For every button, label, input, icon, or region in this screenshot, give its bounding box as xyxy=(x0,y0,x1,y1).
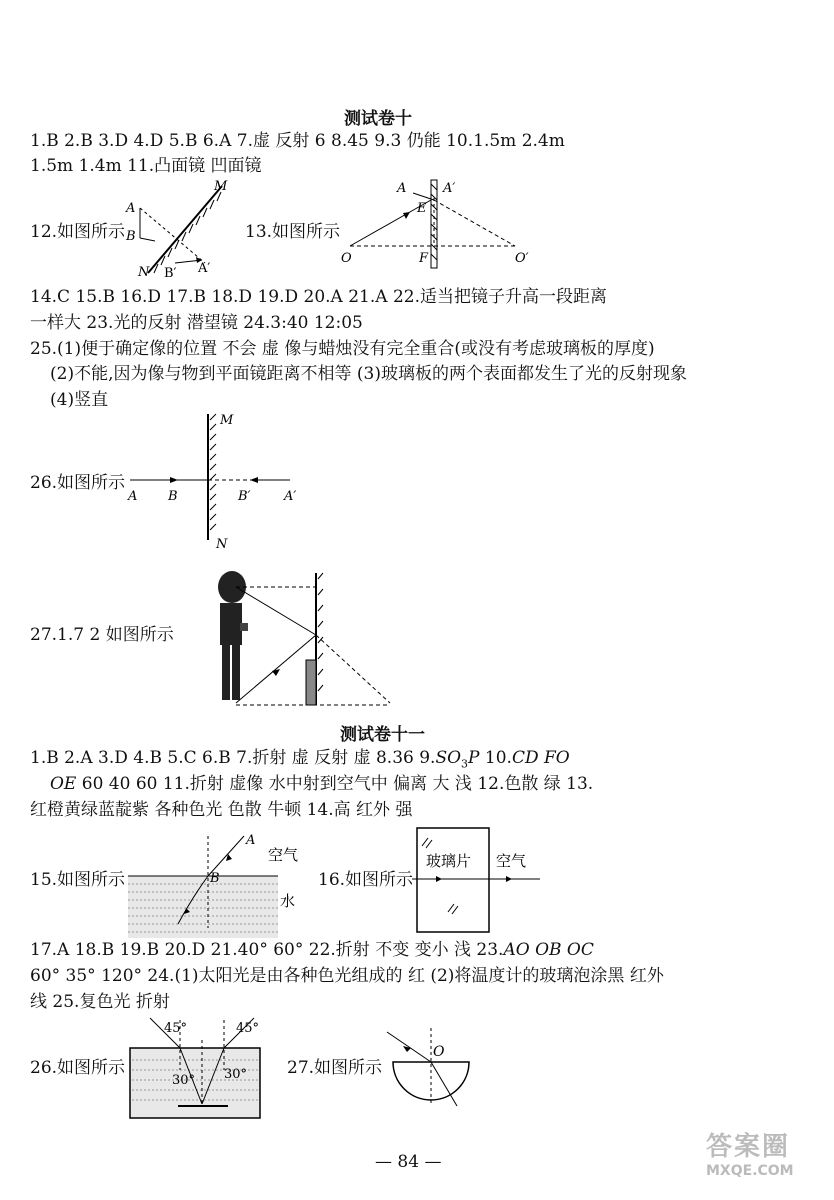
s11-line4b: AO OB OC xyxy=(503,940,594,960)
page-number: — 84 — xyxy=(375,1152,442,1172)
s10-line4: 一样大 23.光的反射 潜望镜 24.3:40 12:05 xyxy=(30,313,363,333)
figure-26b xyxy=(128,1010,278,1125)
f26b-angle-3: 30° xyxy=(172,1073,196,1088)
s11-line1d: 10. xyxy=(479,748,512,768)
f12-label-M: M xyxy=(214,179,228,194)
s11-line3: 红橙黄绿蓝靛紫 各种色光 色散 牛顿 14.高 红外 强 xyxy=(30,800,413,820)
s11-line4a: 17.A 18.B 19.B 20.D 21.40° 60° 22.折射 不变 变小 浅 23. xyxy=(30,940,504,960)
f26b-angle-1: 45° xyxy=(164,1021,188,1036)
figure-27b xyxy=(385,1026,495,1111)
figure-26 xyxy=(120,410,320,550)
f12-label-A2: A′ xyxy=(198,261,211,276)
f15-label-water: 水 xyxy=(280,892,296,910)
s11-q26: 26.如图所示 xyxy=(30,1058,126,1078)
s11-line1a: 1.B 2.A 3.D 4.B 5.C 6.B 7.折射 虚 反射 虚 8.36 9. xyxy=(30,748,436,768)
f13-label-A2: A′ xyxy=(443,181,456,196)
s11-line1e: CD FO xyxy=(511,748,570,768)
f16-label-glass: 玻璃片 xyxy=(426,852,472,870)
s10-line5: 25.(1)便于确定像的位置 不会 虚 像与蜡烛没有完全重合(或没有考虑玻璃板的厚度) xyxy=(30,339,655,359)
s10-q12: 12.如图所示 xyxy=(30,222,126,242)
watermark xyxy=(706,1126,816,1196)
f12-label-B2: B′ xyxy=(164,266,177,281)
s11-q15: 15.如图所示 xyxy=(30,870,126,890)
figure-15 xyxy=(128,828,308,943)
s11-line4 xyxy=(30,940,594,960)
s11-line1c: P xyxy=(468,748,480,768)
s11-q16: 16.如图所示 xyxy=(318,870,414,890)
f12-label-B: B xyxy=(126,229,136,244)
f15-label-B: B xyxy=(210,871,220,886)
s11-line2 xyxy=(50,774,593,794)
f26-label-M: M xyxy=(220,413,234,428)
f16-label-air: 空气 xyxy=(496,852,527,870)
s11-line6: 线 25.复色光 折射 xyxy=(30,992,170,1012)
s10-q26: 26.如图所示 xyxy=(30,473,126,493)
f13-label-E: E xyxy=(417,201,427,216)
figure-16 xyxy=(412,826,552,936)
f13-label-O: O xyxy=(341,251,352,266)
s10-q13: 13.如图所示 xyxy=(245,222,341,242)
section11-title: 测试卷十一 xyxy=(340,725,425,745)
f26-label-A: A xyxy=(128,489,138,504)
s10-line3: 14.C 15.B 16.D 17.B 18.D 19.D 20.A 21.A 22.适当把镜子升高一段距离 xyxy=(30,287,607,307)
watermark-logo-text: 答案圈 xyxy=(706,1132,791,1162)
s11-line5: 60° 35° 120° 24.(1)太阳光是由各种色光组成的 红 (2)将温度计的玻璃泡涂黑 红外 xyxy=(30,966,664,986)
f26-label-N: N xyxy=(216,537,228,552)
f13-label-O2: O′ xyxy=(515,251,529,266)
s11-line2a: OE xyxy=(50,774,77,794)
s11-line2b: 60 40 60 11.折射 虚像 水中射到空气中 偏离 大 浅 12.色散 绿 13. xyxy=(76,774,594,794)
figure-12 xyxy=(120,178,240,288)
f26b-angle-4: 30° xyxy=(224,1067,248,1082)
f26b-angle-2: 45° xyxy=(236,1021,260,1036)
f26-label-B: B xyxy=(168,489,178,504)
s11-line1sub: 3 xyxy=(461,757,469,771)
s10-line7: (4)竖直 xyxy=(50,390,109,410)
figure-27 xyxy=(210,565,400,710)
s11-q27: 27.如图所示 xyxy=(287,1058,383,1078)
s11-line1 xyxy=(30,748,570,774)
watermark-url: MXQE.COM xyxy=(706,1163,794,1179)
f12-label-N: N xyxy=(138,265,150,280)
f12-label-A: A xyxy=(126,201,136,216)
f15-label-A: A xyxy=(246,833,256,848)
figure-13 xyxy=(335,176,545,271)
f13-label-F: F xyxy=(419,251,429,266)
f15-label-air: 空气 xyxy=(268,846,299,864)
s10-line6: (2)不能,因为像与物到平面镜距离不相等 (3)玻璃板的两个表面都发生了光的反射现象 xyxy=(50,364,687,384)
f26-label-A2: A′ xyxy=(284,489,297,504)
section10-title: 测试卷十 xyxy=(344,109,412,129)
f26-label-B2: B′ xyxy=(238,489,251,504)
f13-label-A: A xyxy=(397,181,407,196)
f27b-label-O: O xyxy=(433,1044,445,1060)
s11-line1b: SO xyxy=(435,748,462,768)
s10-q27: 27.1.7 2 如图所示 xyxy=(30,625,174,645)
s10-line2: 1.5m 1.4m 11.凸面镜 凹面镜 xyxy=(30,156,262,176)
s10-line1: 1.B 2.B 3.D 4.D 5.B 6.A 7.虚 反射 6 8.45 9.3 仍能 10.1.5m 2.4m xyxy=(30,131,565,151)
